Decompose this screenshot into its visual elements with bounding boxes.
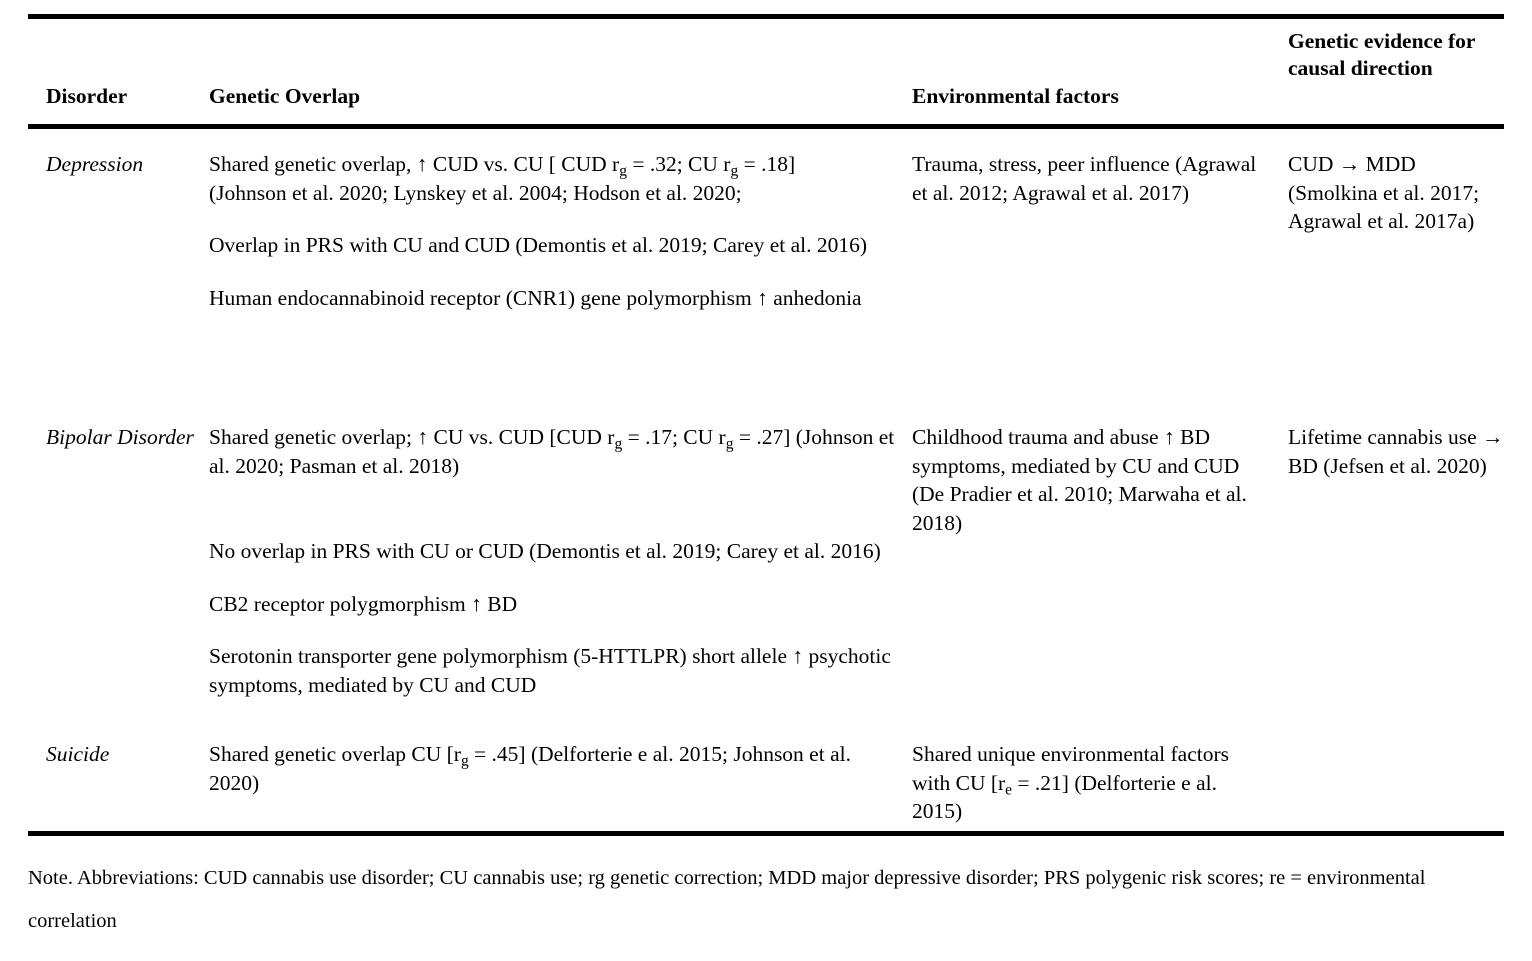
- text-fragment: anhedonia: [767, 285, 862, 310]
- text-fragment: CUD vs. CU [ CUD r: [427, 152, 620, 176]
- subscript: g: [725, 435, 734, 453]
- cell-bipolar-causal-direction: Lifetime cannabis use → BD (Jefsen et al. 2020): [1288, 425, 1504, 478]
- text-fragment: Childhood trauma and abuse: [912, 425, 1164, 449]
- up-arrow-icon: [757, 286, 768, 310]
- text-fragment: = .21] (Delforterie e al. 2015): [912, 770, 1217, 823]
- up-arrow-icon: [417, 152, 428, 176]
- subscript: e: [1005, 780, 1013, 798]
- text-fragment: psychotic symptoms, mediated by CU and CUD: [209, 644, 891, 697]
- spacer: [209, 260, 899, 284]
- table-bottom-rule: [28, 831, 1504, 836]
- paragraph: [209, 740, 899, 797]
- paragraph: Overlap in PRS with CU and CUD (Demontis et al. 2019; Carey et al. 2016): [209, 233, 868, 257]
- subscript: g: [619, 162, 627, 180]
- cell-depression-causal-direction: CUD → MDD (Smolkina et al. 2017; Agrawal et al. 2017a): [1288, 152, 1480, 233]
- up-arrow-icon: [792, 644, 803, 668]
- table-header-rule: [28, 124, 1504, 129]
- spacer: [209, 618, 899, 642]
- paragraph: [209, 150, 899, 179]
- paragraph: [209, 423, 899, 480]
- table-note: Note. Abbreviations: CUD cannabis use disorder; CU cannabis use; rg genetic correction; MDD major depressive disorder; PRS polygenic risk scores; re = environmental correlation: [28, 867, 1426, 932]
- text-fragment: = .17; CU r: [622, 425, 726, 449]
- text-fragment: BD symptoms, mediated by CU and CUD (De Pradier et al. 2010; Marwaha et al. 2018): [912, 425, 1247, 535]
- text-fragment: Shared genetic overlap;: [209, 425, 418, 449]
- spacer: [209, 480, 899, 537]
- spacer: [209, 207, 899, 231]
- cell-suicide-genetic-overlap: [209, 740, 899, 797]
- up-arrow-icon: [417, 425, 428, 449]
- up-arrow-icon: [1164, 425, 1175, 449]
- cell-depression-genetic-overlap: [209, 150, 899, 312]
- row-label-bipolar-disorder: Bipolar Disorder: [46, 425, 194, 449]
- text-fragment: = .45] (Delforterie e al. 2015; Johnson et al. 2020): [209, 742, 851, 795]
- text-fragment: = .32; CU r: [626, 152, 731, 176]
- paragraph: [209, 642, 899, 699]
- row-label-suicide: Suicide: [46, 742, 110, 766]
- paragraph: [209, 284, 899, 313]
- subscript: g: [460, 752, 469, 770]
- column-header-environmental-factors: Environmental factors: [912, 84, 1119, 108]
- cell-bipolar-environmental-factors: [912, 423, 1272, 537]
- row-label-depression: Depression: [46, 152, 144, 176]
- text-fragment: Shared unique environmental factors with CU [r: [912, 742, 1230, 795]
- column-header-disorder: Disorder: [46, 84, 128, 108]
- cell-depression-environmental-factors: Trauma, stress, peer influence (Agrawal et al. 2012; Agrawal et al. 2017): [912, 152, 1257, 205]
- paragraph: No overlap in PRS with CU or CUD (Demontis et al. 2019; Carey et al. 2016): [209, 539, 881, 563]
- table-header-row: [0, 0, 1532, 124]
- text-fragment: = .18]: [738, 152, 796, 176]
- cell-suicide-environmental-factors: [912, 740, 1272, 826]
- subscript: g: [614, 435, 623, 453]
- up-arrow-icon: [471, 592, 482, 616]
- text-fragment: Serotonin transporter gene polymorphism (5-HTTLPR) short allele: [209, 644, 793, 668]
- text-fragment: CU vs. CUD [CUD r: [428, 425, 615, 449]
- text-fragment: BD: [481, 591, 518, 616]
- text-fragment: = .27] (Johnson et al. 2020; Pasman et al. 2018): [209, 425, 895, 478]
- column-header-genetic-overlap: Genetic Overlap: [209, 84, 361, 108]
- paragraph: (Johnson et al. 2020; Lynskey et al. 2004; Hodson et al. 2020;: [209, 180, 742, 205]
- paragraph: [209, 590, 899, 619]
- text-fragment: CB2 receptor polygmorphism: [209, 591, 472, 616]
- text-fragment: Human endocannabinoid receptor (CNR1) gene polymorphism: [209, 285, 758, 310]
- subscript: g: [730, 162, 739, 180]
- spacer: [209, 566, 899, 590]
- text-fragment: Shared genetic overlap,: [209, 152, 417, 176]
- column-header-causal-direction: Genetic evidence for causal direction: [1288, 29, 1476, 80]
- cell-bipolar-genetic-overlap: [209, 423, 899, 699]
- text-fragment: Shared genetic overlap CU [r: [209, 742, 461, 766]
